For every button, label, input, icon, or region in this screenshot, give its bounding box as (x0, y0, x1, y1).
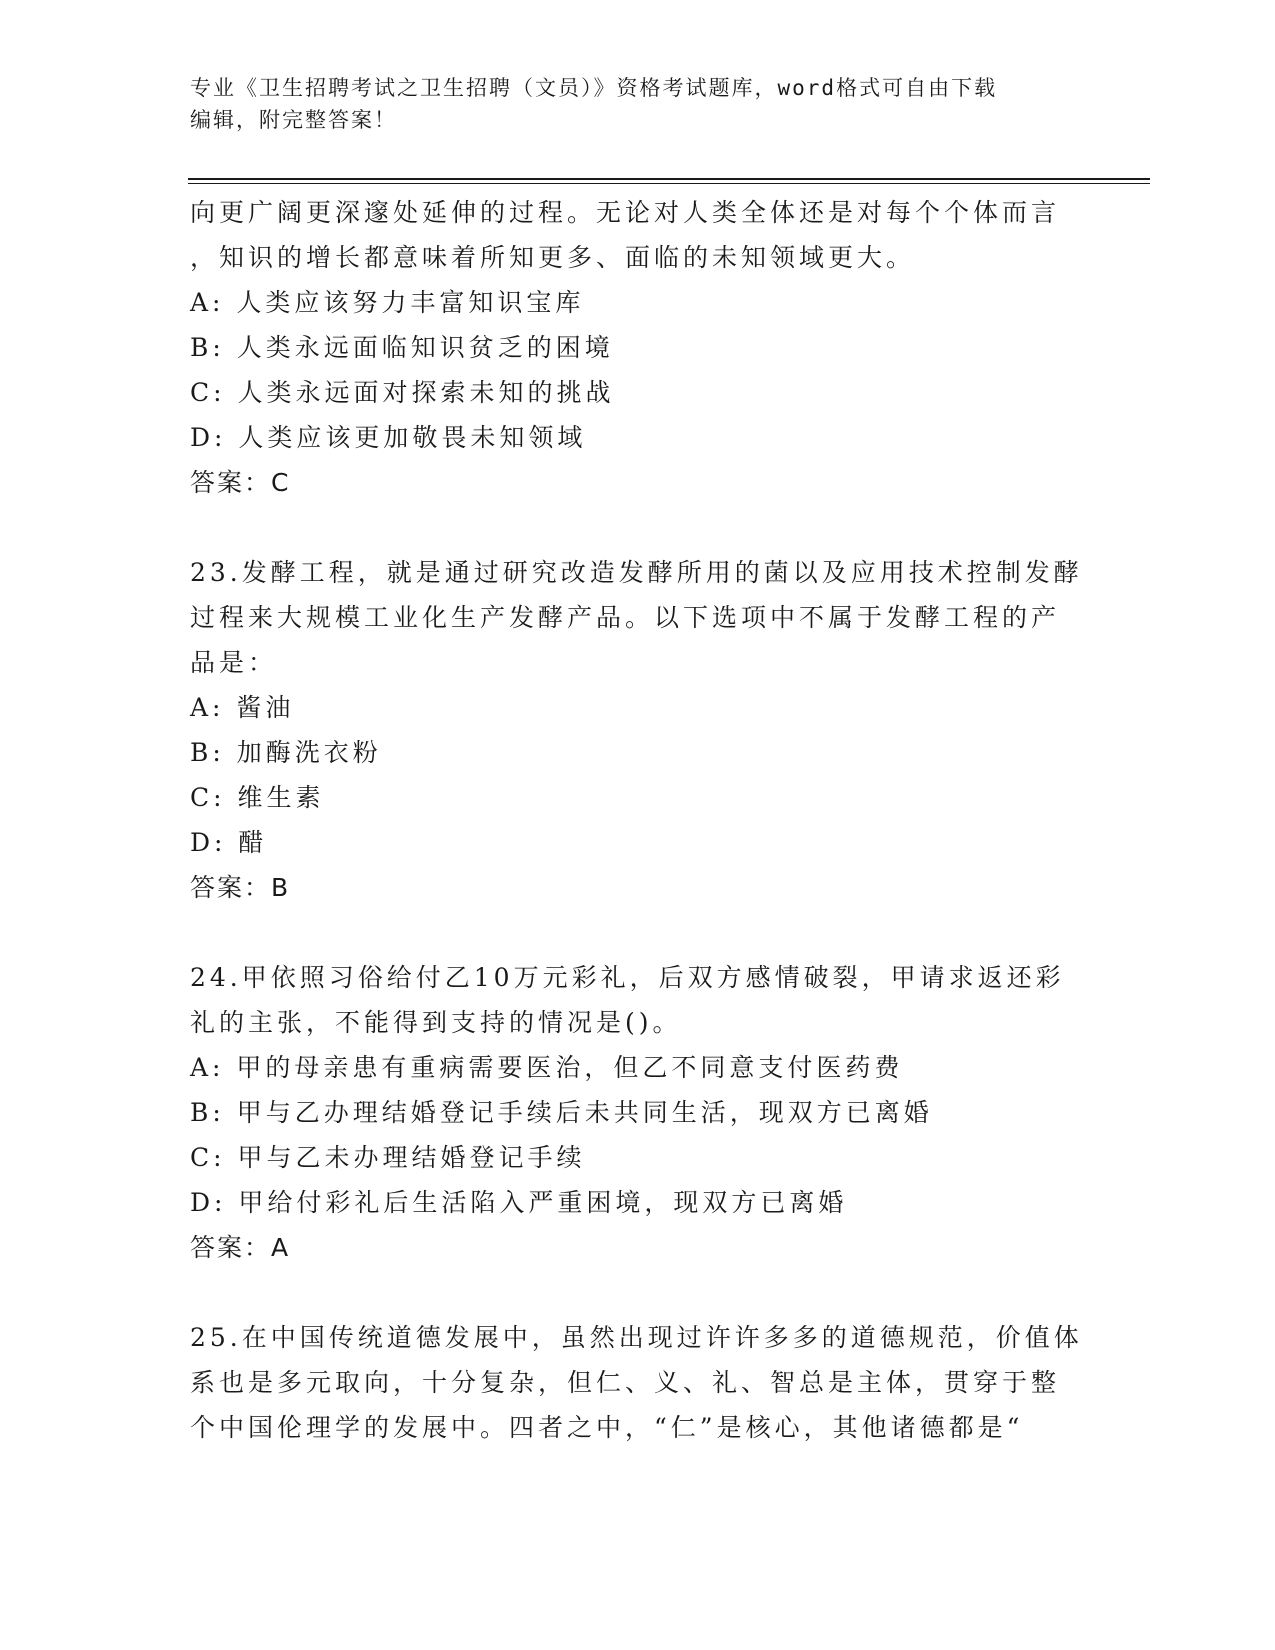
option-c: C: 甲与乙未办理结婚登记手续 (190, 1143, 586, 1172)
question-stem-line: 23.发酵工程，就是通过研究改造发酵所用的菌以及应用技术控制发酵 (190, 558, 1083, 587)
option-a: A: 甲的母亲患有重病需要医治，但乙不同意支付医药费 (190, 1053, 904, 1082)
option-c: C: 维生素 (190, 783, 325, 812)
question-stem-line: 向更广阔更深邃处延伸的过程。无论对人类全体还是对每个个体而言 (190, 198, 1061, 227)
question-spacer (190, 1271, 1090, 1315)
answer-line: 答案：C (190, 468, 291, 497)
option-b: B: 加酶洗衣粉 (190, 738, 382, 767)
header-line-2: 编辑，附完整答案！ (190, 108, 397, 132)
option-d: D: 人类应该更加敬畏未知领域 (190, 423, 587, 452)
option-a: A: 人类应该努力丰富知识宝库 (190, 288, 585, 317)
question-stem-line: 礼的主张，不能得到支持的情况是()。 (190, 1008, 682, 1037)
question-list (190, 190, 1090, 1450)
question-stem-line: 过程来大规模工业化生产发酵产品。以下选项中不属于发酵工程的产 (190, 603, 1061, 632)
question-stem-line: 个中国伦理学的发展中。四者之中，“仁”是核心，其他诸德都是“ (190, 1413, 1024, 1442)
header-line-1: 专业《卫生招聘考试之卫生招聘（文员）》资格考试题库，word格式可自由下载 (190, 76, 998, 100)
question-stem-line: 系也是多元取向，十分复杂，但仁、义、礼、智总是主体，贯穿于整 (190, 1368, 1061, 1397)
question-22 (190, 190, 1090, 506)
document-header (190, 72, 1090, 136)
option-d: D: 醋 (190, 828, 268, 857)
option-b: B: 人类永远面临知识贫乏的困境 (190, 333, 614, 362)
option-d: D: 甲给付彩礼后生活陷入严重困境，现双方已离婚 (190, 1188, 848, 1217)
question-24 (190, 955, 1090, 1271)
question-stem-line: 品是： (190, 648, 278, 677)
option-b: B: 甲与乙办理结婚登记手续后未共同生活，现双方已离婚 (190, 1098, 933, 1127)
option-a: A: 酱油 (190, 693, 295, 722)
option-c: C: 人类永远面对探索未知的挑战 (190, 378, 615, 407)
question-stem-line: 25.在中国传统道德发展中，虽然出现过许许多多的道德规范，价值体 (190, 1323, 1083, 1352)
question-spacer (190, 911, 1090, 955)
question-spacer (190, 506, 1090, 550)
answer-line: 答案：B (190, 873, 291, 902)
header-divider-thin (188, 183, 1150, 184)
question-25 (190, 1315, 1090, 1450)
question-23 (190, 550, 1090, 911)
question-stem-line: 24.甲依照习俗给付乙10万元彩礼，后双方感情破裂，甲请求返还彩 (190, 963, 1065, 992)
answer-line: 答案：A (190, 1233, 291, 1262)
header-divider-thick (188, 178, 1150, 180)
question-stem-line: ，知识的增长都意味着所知更多、面临的未知领域更大。 (190, 243, 916, 272)
